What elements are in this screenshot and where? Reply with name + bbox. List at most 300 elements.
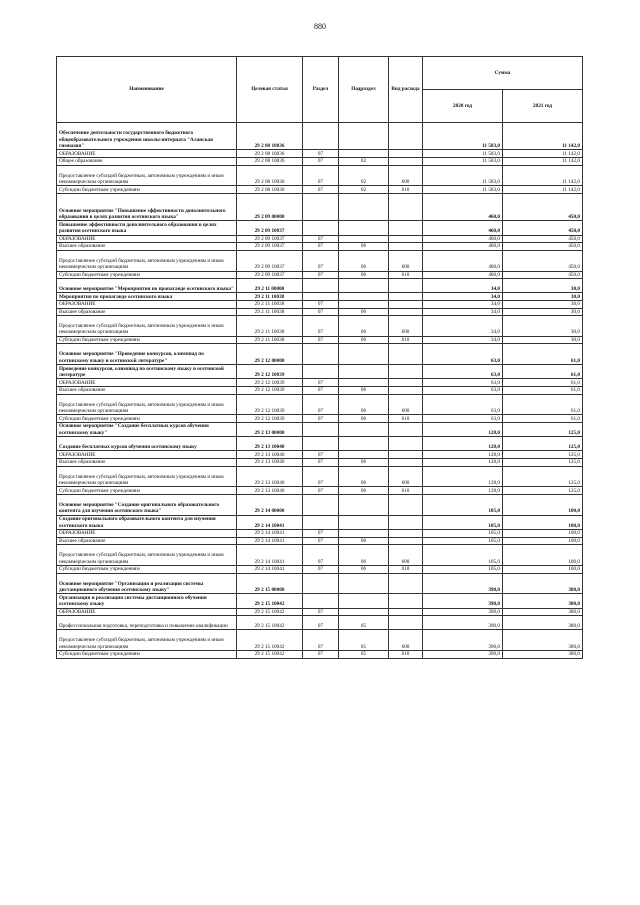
header-year-2021: 2021 год xyxy=(503,90,583,123)
row-target-code: 29 2 11 10038 xyxy=(237,336,303,344)
row-expense-type: 610 xyxy=(389,186,423,194)
row-section: 07 xyxy=(303,608,339,616)
row-name: Высшее образование xyxy=(57,537,237,545)
row-expense-type: 600 xyxy=(389,545,423,566)
row-name: Профессиональная подготовка, переподготовка и повышение квалификации xyxy=(57,616,237,630)
row-target-code: 29 2 09 10037 xyxy=(237,235,303,243)
row-expense-type: 610 xyxy=(389,487,423,495)
table-row xyxy=(57,415,583,423)
row-value-2020: 390,0 xyxy=(423,573,503,594)
table-row xyxy=(57,573,583,594)
row-subsection: 06 xyxy=(339,466,389,487)
table-row xyxy=(57,336,583,344)
table-row xyxy=(57,250,583,271)
row-value-2020: 34,0 xyxy=(423,279,503,293)
row-name: Обеспечение деятельности государственного бюджетного общеобразовательного учреждения школы-интерната "Аланская гимназия" xyxy=(57,123,237,150)
table-row xyxy=(57,537,583,545)
row-section xyxy=(303,365,339,379)
row-name: Создание оригинального образовательного контента для изучения осетинского языка xyxy=(57,515,237,529)
row-name: Субсидии бюджетным учреждениям xyxy=(57,651,237,659)
row-name: Предоставление субсидий бюджетным, автономным учреждениям и иным некоммерческим организациям xyxy=(57,630,237,651)
row-value-2021: 125,0 xyxy=(503,451,583,459)
row-subsection xyxy=(339,365,389,379)
table-row xyxy=(57,193,583,220)
row-value-2021: 380,0 xyxy=(503,616,583,630)
row-target-code: 29 2 13 10040 xyxy=(237,437,303,451)
row-target-code: 29 2 09 10037 xyxy=(237,250,303,271)
row-subsection xyxy=(339,221,389,235)
row-section: 07 xyxy=(303,235,339,243)
row-expense-type xyxy=(389,279,423,293)
row-target-code: 29 2 12 10039 xyxy=(237,394,303,415)
row-value-2020: 105,0 xyxy=(423,565,503,573)
row-subsection: 05 xyxy=(339,651,389,659)
row-target-code: 29 2 14 10041 xyxy=(237,537,303,545)
row-target-code: 29 2 13 10040 xyxy=(237,487,303,495)
table-row xyxy=(57,157,583,165)
row-target-code: 29 2 15 10042 xyxy=(237,616,303,630)
row-section xyxy=(303,573,339,594)
row-value-2020: 128,0 xyxy=(423,437,503,451)
row-value-2021: 11 142,0 xyxy=(503,123,583,150)
header-expense-type: Вид расхода xyxy=(389,57,423,123)
row-name: Субсидии бюджетным учреждениям xyxy=(57,271,237,279)
row-section xyxy=(303,193,339,220)
row-section: 07 xyxy=(303,630,339,651)
row-value-2021: 61,0 xyxy=(503,379,583,387)
row-value-2020: 128,0 xyxy=(423,487,503,495)
row-name: Основное мероприятие "Мероприятия по пропаганде осетинского языка" xyxy=(57,279,237,293)
row-value-2021: 450,0 xyxy=(503,193,583,220)
row-value-2020: 128,0 xyxy=(423,466,503,487)
row-subsection xyxy=(339,573,389,594)
row-value-2020: 390,0 xyxy=(423,630,503,651)
row-target-code: 29 2 14 00000 xyxy=(237,495,303,516)
row-target-code: 29 2 13 10040 xyxy=(237,451,303,459)
row-section: 07 xyxy=(303,415,339,423)
row-expense-type: 610 xyxy=(389,415,423,423)
row-value-2020: 11 583,0 xyxy=(423,150,503,158)
row-expense-type xyxy=(389,123,423,150)
row-value-2020: 128,0 xyxy=(423,451,503,459)
row-value-2020: 460,0 xyxy=(423,235,503,243)
row-subsection: 05 xyxy=(339,630,389,651)
row-expense-type: 600 xyxy=(389,250,423,271)
header-section: Раздел xyxy=(303,57,339,123)
row-subsection xyxy=(339,379,389,387)
row-value-2021: 30,0 xyxy=(503,300,583,308)
row-section: 07 xyxy=(303,243,339,251)
row-target-code: 29 2 08 10036 xyxy=(237,150,303,158)
row-expense-type: 610 xyxy=(389,651,423,659)
row-value-2021: 11 142,0 xyxy=(503,157,583,165)
row-section xyxy=(303,221,339,235)
row-value-2021: 450,0 xyxy=(503,221,583,235)
header-subsection: Подраздел xyxy=(339,57,389,123)
row-subsection: 06 xyxy=(339,415,389,423)
table-row xyxy=(57,545,583,566)
row-target-code: 29 2 12 10039 xyxy=(237,365,303,379)
row-name: Основное мероприятие "Создание оригинального образовательного контента для изучения осетинского языка" xyxy=(57,495,237,516)
row-value-2020: 390,0 xyxy=(423,608,503,616)
row-expense-type xyxy=(389,379,423,387)
row-subsection: 06 xyxy=(339,545,389,566)
header-name: Наименование xyxy=(57,57,237,123)
row-section: 07 xyxy=(303,308,339,316)
table-row xyxy=(57,221,583,235)
row-value-2021: 11 142,0 xyxy=(503,165,583,186)
table-row xyxy=(57,293,583,301)
row-value-2021: 30,0 xyxy=(503,336,583,344)
row-value-2020: 390,0 xyxy=(423,594,503,608)
row-target-code: 29 2 15 10042 xyxy=(237,651,303,659)
row-subsection: 06 xyxy=(339,387,389,395)
row-expense-type xyxy=(389,608,423,616)
row-target-code: 29 2 09 00000 xyxy=(237,193,303,220)
row-target-code: 29 2 09 10037 xyxy=(237,243,303,251)
row-name: Проведение конкурсов, олимпиад по осетинскому языку и осетинской литературе xyxy=(57,365,237,379)
row-section: 07 xyxy=(303,487,339,495)
row-target-code: 29 2 08 10036 xyxy=(237,165,303,186)
table-row xyxy=(57,243,583,251)
row-name: ОБРАЗОВАНИЕ xyxy=(57,150,237,158)
table-row xyxy=(57,451,583,459)
page-number: 880 xyxy=(314,22,326,31)
table-row xyxy=(57,616,583,630)
row-expense-type xyxy=(389,344,423,365)
table-row xyxy=(57,459,583,467)
header-sum: Сумма xyxy=(423,57,583,90)
row-expense-type: 600 xyxy=(389,165,423,186)
row-value-2020: 34,0 xyxy=(423,293,503,301)
row-expense-type xyxy=(389,150,423,158)
row-expense-type xyxy=(389,515,423,529)
row-name: Предоставление субсидий бюджетным, автономным учреждениям и иным некоммерческим организациям xyxy=(57,466,237,487)
row-value-2020: 34,0 xyxy=(423,336,503,344)
row-expense-type: 600 xyxy=(389,316,423,337)
row-name: ОБРАЗОВАНИЕ xyxy=(57,300,237,308)
row-value-2021: 100,0 xyxy=(503,495,583,516)
row-section: 07 xyxy=(303,336,339,344)
row-name: Основное мероприятие "Проведение конкурсов, олимпиад по осетинскому языку и осетинской литературе" xyxy=(57,344,237,365)
budget-table xyxy=(56,56,583,659)
row-expense-type xyxy=(389,594,423,608)
header-target: Целевая статья xyxy=(237,57,303,123)
table-row xyxy=(57,316,583,337)
row-value-2020: 128,0 xyxy=(423,423,503,437)
row-expense-type xyxy=(389,437,423,451)
row-value-2020: 105,0 xyxy=(423,529,503,537)
row-target-code: 29 2 13 10040 xyxy=(237,466,303,487)
row-value-2021: 380,0 xyxy=(503,608,583,616)
row-expense-type xyxy=(389,235,423,243)
row-value-2020: 105,0 xyxy=(423,495,503,516)
row-value-2021: 450,0 xyxy=(503,243,583,251)
row-subsection: 06 xyxy=(339,243,389,251)
row-value-2021: 450,0 xyxy=(503,250,583,271)
row-name: ОБРАЗОВАНИЕ xyxy=(57,379,237,387)
row-section: 07 xyxy=(303,537,339,545)
row-value-2021: 61,0 xyxy=(503,344,583,365)
row-value-2020: 460,0 xyxy=(423,221,503,235)
row-subsection: 02 xyxy=(339,157,389,165)
row-target-code: 29 2 12 10039 xyxy=(237,387,303,395)
row-expense-type: 600 xyxy=(389,394,423,415)
row-target-code: 29 2 12 10039 xyxy=(237,379,303,387)
row-expense-type: 600 xyxy=(389,466,423,487)
row-expense-type xyxy=(389,243,423,251)
row-section: 07 xyxy=(303,651,339,659)
row-value-2021: 30,0 xyxy=(503,316,583,337)
row-value-2021: 380,0 xyxy=(503,594,583,608)
row-name: Субсидии бюджетным учреждениям xyxy=(57,186,237,194)
table-row xyxy=(57,630,583,651)
table-row xyxy=(57,387,583,395)
row-value-2020: 105,0 xyxy=(423,537,503,545)
row-value-2020: 63,0 xyxy=(423,387,503,395)
row-section: 07 xyxy=(303,300,339,308)
row-target-code: 29 2 09 10037 xyxy=(237,271,303,279)
row-target-code: 29 2 15 00000 xyxy=(237,573,303,594)
row-name: ОБРАЗОВАНИЕ xyxy=(57,235,237,243)
row-value-2021: 100,0 xyxy=(503,529,583,537)
row-target-code: 29 2 14 10041 xyxy=(237,529,303,537)
row-expense-type xyxy=(389,221,423,235)
row-value-2020: 11 583,0 xyxy=(423,186,503,194)
table-row xyxy=(57,165,583,186)
row-name: Высшее образование xyxy=(57,308,237,316)
row-section: 07 xyxy=(303,466,339,487)
row-expense-type xyxy=(389,387,423,395)
row-section xyxy=(303,279,339,293)
table-row xyxy=(57,379,583,387)
table-row xyxy=(57,594,583,608)
table-row xyxy=(57,423,583,437)
row-value-2020: 128,0 xyxy=(423,459,503,467)
row-expense-type: 610 xyxy=(389,336,423,344)
row-name: Повышение эффективности дополнительного образования в целях развития осетинского языка xyxy=(57,221,237,235)
row-section xyxy=(303,594,339,608)
row-value-2020: 11 583,0 xyxy=(423,165,503,186)
row-name: Предоставление субсидий бюджетным, автономным учреждениям и иным некоммерческим организациям xyxy=(57,165,237,186)
row-name: Основное мероприятие "Создание бесплатных курсов обучения осетинскому языку" xyxy=(57,423,237,437)
row-name: Создание бесплатных курсов обучения осетинскому языку xyxy=(57,437,237,451)
row-subsection xyxy=(339,515,389,529)
row-subsection xyxy=(339,423,389,437)
row-subsection xyxy=(339,344,389,365)
table-row xyxy=(57,515,583,529)
row-name: Предоставление субсидий бюджетным, автономным учреждениям и иным некоммерческим организациям xyxy=(57,250,237,271)
row-section: 07 xyxy=(303,387,339,395)
row-value-2021: 61,0 xyxy=(503,394,583,415)
row-target-code: 29 2 15 10042 xyxy=(237,594,303,608)
table-row xyxy=(57,529,583,537)
row-subsection: 06 xyxy=(339,565,389,573)
row-value-2020: 11 583,0 xyxy=(423,157,503,165)
table-row xyxy=(57,365,583,379)
row-section: 07 xyxy=(303,165,339,186)
row-expense-type xyxy=(389,157,423,165)
table-row xyxy=(57,150,583,158)
row-value-2020: 11 583,0 xyxy=(423,123,503,150)
row-target-code: 29 2 12 00000 xyxy=(237,344,303,365)
row-name: Мероприятия по пропаганде осетинского языка xyxy=(57,293,237,301)
row-name: Высшее образование xyxy=(57,243,237,251)
row-value-2021: 30,0 xyxy=(503,293,583,301)
row-section xyxy=(303,123,339,150)
table-row xyxy=(57,271,583,279)
table-row xyxy=(57,308,583,316)
row-section: 07 xyxy=(303,186,339,194)
row-name: Основное мероприятие "Организация и реализация системы дистанционного обучения осетинскому языку" xyxy=(57,573,237,594)
table-row xyxy=(57,235,583,243)
row-subsection: 06 xyxy=(339,336,389,344)
header-year-2020: 2020 год xyxy=(423,90,503,123)
row-subsection: 02 xyxy=(339,186,389,194)
table-row xyxy=(57,279,583,293)
row-value-2020: 63,0 xyxy=(423,379,503,387)
row-target-code: 29 2 11 10038 xyxy=(237,293,303,301)
row-section: 07 xyxy=(303,565,339,573)
row-value-2020: 460,0 xyxy=(423,243,503,251)
row-value-2021: 125,0 xyxy=(503,487,583,495)
row-target-code: 29 2 11 00000 xyxy=(237,279,303,293)
table-row xyxy=(57,487,583,495)
row-section: 07 xyxy=(303,616,339,630)
row-subsection: 06 xyxy=(339,316,389,337)
row-expense-type xyxy=(389,616,423,630)
row-section: 07 xyxy=(303,545,339,566)
row-subsection xyxy=(339,235,389,243)
row-subsection xyxy=(339,529,389,537)
row-target-code: 29 2 11 10038 xyxy=(237,316,303,337)
row-expense-type xyxy=(389,529,423,537)
row-subsection xyxy=(339,193,389,220)
row-value-2020: 63,0 xyxy=(423,394,503,415)
table-row xyxy=(57,565,583,573)
row-value-2021: 11 142,0 xyxy=(503,150,583,158)
table-row xyxy=(57,608,583,616)
row-value-2021: 30,0 xyxy=(503,308,583,316)
row-value-2020: 105,0 xyxy=(423,545,503,566)
row-name: Предоставление субсидий бюджетным, автономным учреждениям и иным некоммерческим организациям xyxy=(57,394,237,415)
row-subsection xyxy=(339,279,389,293)
table-row xyxy=(57,466,583,487)
row-section: 07 xyxy=(303,157,339,165)
row-target-code: 29 2 11 10038 xyxy=(237,308,303,316)
row-section xyxy=(303,423,339,437)
row-expense-type xyxy=(389,365,423,379)
row-name: Основное мероприятие "Повышение эффективности дополнительного образования в целях развития осетинского языка" xyxy=(57,193,237,220)
row-expense-type xyxy=(389,573,423,594)
row-subsection: 06 xyxy=(339,308,389,316)
row-section: 07 xyxy=(303,459,339,467)
row-value-2021: 125,0 xyxy=(503,423,583,437)
row-expense-type xyxy=(389,459,423,467)
row-name: Субсидии бюджетным учреждениям xyxy=(57,565,237,573)
row-expense-type xyxy=(389,300,423,308)
row-name: Высшее образование xyxy=(57,387,237,395)
row-expense-type xyxy=(389,495,423,516)
row-target-code: 29 2 12 10039 xyxy=(237,415,303,423)
row-subsection: 06 xyxy=(339,537,389,545)
row-value-2021: 61,0 xyxy=(503,415,583,423)
row-value-2021: 125,0 xyxy=(503,466,583,487)
row-target-code: 29 2 14 10041 xyxy=(237,515,303,529)
row-value-2021: 380,0 xyxy=(503,630,583,651)
row-expense-type xyxy=(389,193,423,220)
row-value-2021: 61,0 xyxy=(503,387,583,395)
row-section xyxy=(303,344,339,365)
row-subsection xyxy=(339,150,389,158)
row-expense-type: 610 xyxy=(389,271,423,279)
row-value-2020: 63,0 xyxy=(423,415,503,423)
row-section xyxy=(303,437,339,451)
row-value-2021: 125,0 xyxy=(503,437,583,451)
row-name: ОБРАЗОВАНИЕ xyxy=(57,451,237,459)
row-value-2020: 390,0 xyxy=(423,616,503,630)
row-target-code: 29 2 11 10038 xyxy=(237,300,303,308)
row-section: 07 xyxy=(303,394,339,415)
table-row xyxy=(57,437,583,451)
table-row xyxy=(57,394,583,415)
row-value-2020: 105,0 xyxy=(423,515,503,529)
row-value-2021: 30,0 xyxy=(503,279,583,293)
table-row xyxy=(57,186,583,194)
table-row xyxy=(57,300,583,308)
row-value-2021: 380,0 xyxy=(503,651,583,659)
row-subsection xyxy=(339,608,389,616)
row-name: Организация и реализация системы дистанционного обучения осетинскому языку xyxy=(57,594,237,608)
row-subsection: 06 xyxy=(339,394,389,415)
row-expense-type: 600 xyxy=(389,630,423,651)
row-value-2020: 63,0 xyxy=(423,365,503,379)
row-name: ОБРАЗОВАНИЕ xyxy=(57,608,237,616)
row-target-code: 29 2 13 10040 xyxy=(237,459,303,467)
row-name: Общее образование xyxy=(57,157,237,165)
row-target-code: 29 2 14 10041 xyxy=(237,545,303,566)
row-value-2021: 100,0 xyxy=(503,565,583,573)
row-name: Предоставление субсидий бюджетным, автономным учреждениям и иным некоммерческим организациям xyxy=(57,316,237,337)
row-subsection xyxy=(339,495,389,516)
row-value-2020: 390,0 xyxy=(423,651,503,659)
row-value-2021: 61,0 xyxy=(503,365,583,379)
row-value-2021: 100,0 xyxy=(503,545,583,566)
row-name: Субсидии бюджетным учреждениям xyxy=(57,487,237,495)
row-subsection: 06 xyxy=(339,487,389,495)
row-section xyxy=(303,515,339,529)
row-subsection xyxy=(339,451,389,459)
table-row xyxy=(57,344,583,365)
row-name: Субсидии бюджетным учреждениям xyxy=(57,415,237,423)
row-section: 07 xyxy=(303,271,339,279)
table-row xyxy=(57,495,583,516)
row-section: 07 xyxy=(303,451,339,459)
row-section xyxy=(303,293,339,301)
row-value-2020: 460,0 xyxy=(423,271,503,279)
row-value-2021: 450,0 xyxy=(503,271,583,279)
row-value-2021: 100,0 xyxy=(503,537,583,545)
table-body xyxy=(57,123,583,659)
row-value-2021: 450,0 xyxy=(503,235,583,243)
row-value-2020: 34,0 xyxy=(423,308,503,316)
row-subsection xyxy=(339,123,389,150)
table-row xyxy=(57,651,583,659)
row-expense-type: 610 xyxy=(389,565,423,573)
row-value-2020: 460,0 xyxy=(423,193,503,220)
row-value-2021: 11 142,0 xyxy=(503,186,583,194)
row-section: 07 xyxy=(303,150,339,158)
